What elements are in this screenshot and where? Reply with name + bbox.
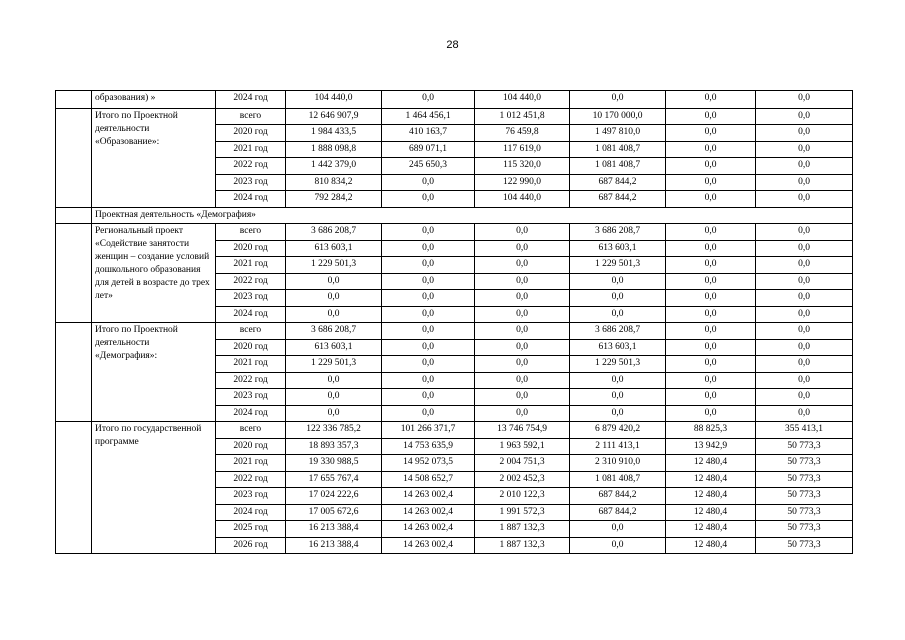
regional-cell: 2 004 751,3: [475, 455, 570, 472]
regional-cell: 117 619,0: [475, 141, 570, 158]
local-cell: 1 081 408,7: [570, 141, 666, 158]
extra-cell: 50 773,3: [756, 537, 853, 554]
local-cell: 613 603,1: [570, 339, 666, 356]
federal-cell: 0,0: [382, 257, 475, 274]
total-cell: 792 284,2: [286, 191, 382, 208]
extra-cell: 50 773,3: [756, 471, 853, 488]
local-cell: 0,0: [570, 273, 666, 290]
local-cell: 2 111 413,1: [570, 438, 666, 455]
row-group-label: образования) »: [92, 91, 216, 109]
extra-cell: 50 773,3: [756, 438, 853, 455]
local-cell: 2 310 910,0: [570, 455, 666, 472]
federal-cell: 14 263 002,4: [382, 521, 475, 538]
regional-cell: 104 440,0: [475, 191, 570, 208]
regional-cell: 104 440,0: [475, 91, 570, 109]
local-cell: 0,0: [570, 290, 666, 307]
extra-cell: 0,0: [756, 191, 853, 208]
period-cell: 2023 год: [216, 290, 286, 307]
extra-cell: 0,0: [756, 141, 853, 158]
total-cell: 1 229 501,3: [286, 257, 382, 274]
total-cell: 0,0: [286, 306, 382, 323]
period-cell: 2024 год: [216, 405, 286, 422]
other-cell: 0,0: [666, 273, 756, 290]
regional-cell: 2 010 122,3: [475, 488, 570, 505]
period-cell: всего: [216, 422, 286, 439]
extra-cell: 0,0: [756, 356, 853, 373]
regional-cell: 1 887 132,3: [475, 537, 570, 554]
total-cell: 0,0: [286, 372, 382, 389]
other-cell: 12 480,4: [666, 471, 756, 488]
local-cell: 6 879 420,2: [570, 422, 666, 439]
period-cell: всего: [216, 323, 286, 340]
extra-cell: 50 773,3: [756, 521, 853, 538]
regional-cell: 1 991 572,3: [475, 504, 570, 521]
section-title: Проектная деятельность «Демография»: [92, 207, 853, 224]
federal-cell: 410 163,7: [382, 125, 475, 142]
regional-cell: 1 963 592,1: [475, 438, 570, 455]
total-cell: 12 646 907,9: [286, 108, 382, 125]
table-row: [56, 224, 853, 241]
federal-cell: 0,0: [382, 323, 475, 340]
local-cell: 0,0: [570, 405, 666, 422]
federal-cell: 0,0: [382, 273, 475, 290]
local-cell: 1 229 501,3: [570, 356, 666, 373]
local-cell: 0,0: [570, 91, 666, 109]
period-cell: всего: [216, 108, 286, 125]
total-cell: 3 686 208,7: [286, 323, 382, 340]
period-cell: всего: [216, 224, 286, 241]
extra-cell: 0,0: [756, 389, 853, 406]
local-cell: 0,0: [570, 389, 666, 406]
total-cell: 19 330 988,5: [286, 455, 382, 472]
regional-cell: 1 887 132,3: [475, 521, 570, 538]
federal-cell: 245 650,3: [382, 158, 475, 175]
period-cell: 2021 год: [216, 141, 286, 158]
federal-cell: 14 263 002,4: [382, 488, 475, 505]
extra-cell: 0,0: [756, 224, 853, 241]
other-cell: 0,0: [666, 339, 756, 356]
other-cell: 0,0: [666, 356, 756, 373]
other-cell: 13 942,9: [666, 438, 756, 455]
regional-cell: 0,0: [475, 356, 570, 373]
index-cell: [56, 323, 92, 422]
regional-cell: 0,0: [475, 273, 570, 290]
period-cell: 2024 год: [216, 91, 286, 109]
local-cell: 613 603,1: [570, 240, 666, 257]
extra-cell: 0,0: [756, 339, 853, 356]
federal-cell: 0,0: [382, 372, 475, 389]
regional-cell: 0,0: [475, 405, 570, 422]
regional-cell: 0,0: [475, 224, 570, 241]
period-cell: 2020 год: [216, 125, 286, 142]
federal-cell: 14 263 002,4: [382, 504, 475, 521]
federal-cell: 0,0: [382, 240, 475, 257]
table-row: [56, 323, 853, 340]
total-cell: 18 893 357,3: [286, 438, 382, 455]
section-row: [56, 207, 853, 224]
other-cell: 0,0: [666, 405, 756, 422]
local-cell: 10 170 000,0: [570, 108, 666, 125]
period-cell: 2021 год: [216, 257, 286, 274]
period-cell: 2023 год: [216, 488, 286, 505]
total-cell: 3 686 208,7: [286, 224, 382, 241]
total-cell: 0,0: [286, 290, 382, 307]
extra-cell: 0,0: [756, 323, 853, 340]
other-cell: 12 480,4: [666, 521, 756, 538]
period-cell: 2022 год: [216, 273, 286, 290]
extra-cell: 0,0: [756, 158, 853, 175]
extra-cell: 355 413,1: [756, 422, 853, 439]
period-cell: 2026 год: [216, 537, 286, 554]
federal-cell: 14 263 002,4: [382, 537, 475, 554]
period-cell: 2022 год: [216, 372, 286, 389]
regional-cell: 2 002 452,3: [475, 471, 570, 488]
extra-cell: 0,0: [756, 273, 853, 290]
other-cell: 0,0: [666, 108, 756, 125]
period-cell: 2020 год: [216, 339, 286, 356]
regional-cell: 0,0: [475, 257, 570, 274]
federal-cell: 0,0: [382, 224, 475, 241]
period-cell: 2025 год: [216, 521, 286, 538]
table-row: [56, 91, 853, 109]
extra-cell: 50 773,3: [756, 488, 853, 505]
other-cell: 0,0: [666, 191, 756, 208]
total-cell: 613 603,1: [286, 339, 382, 356]
extra-cell: 0,0: [756, 108, 853, 125]
total-cell: 104 440,0: [286, 91, 382, 109]
total-cell: 16 213 388,4: [286, 537, 382, 554]
index-cell: [56, 108, 92, 207]
regional-cell: 0,0: [475, 290, 570, 307]
regional-cell: 122 990,0: [475, 174, 570, 191]
period-cell: 2021 год: [216, 356, 286, 373]
federal-cell: 14 508 652,7: [382, 471, 475, 488]
extra-cell: 0,0: [756, 405, 853, 422]
total-cell: 1 888 098,8: [286, 141, 382, 158]
other-cell: 0,0: [666, 91, 756, 109]
other-cell: 12 480,4: [666, 537, 756, 554]
total-cell: 0,0: [286, 405, 382, 422]
federal-cell: 0,0: [382, 389, 475, 406]
extra-cell: 0,0: [756, 240, 853, 257]
index-cell: [56, 224, 92, 323]
extra-cell: 0,0: [756, 306, 853, 323]
federal-cell: 0,0: [382, 290, 475, 307]
row-group-label: Итого по государственной программе: [92, 422, 216, 554]
regional-cell: 0,0: [475, 339, 570, 356]
period-cell: 2024 год: [216, 191, 286, 208]
other-cell: 12 480,4: [666, 504, 756, 521]
regional-cell: 115 320,0: [475, 158, 570, 175]
index-cell: [56, 207, 92, 224]
federal-cell: 0,0: [382, 191, 475, 208]
federal-cell: 0,0: [382, 91, 475, 109]
period-cell: 2021 год: [216, 455, 286, 472]
local-cell: 3 686 208,7: [570, 323, 666, 340]
other-cell: 0,0: [666, 224, 756, 241]
regional-cell: 0,0: [475, 323, 570, 340]
federal-cell: 14 952 073,5: [382, 455, 475, 472]
local-cell: 1 081 408,7: [570, 158, 666, 175]
table-row: [56, 108, 853, 125]
other-cell: 12 480,4: [666, 488, 756, 505]
extra-cell: 50 773,3: [756, 504, 853, 521]
total-cell: 810 834,2: [286, 174, 382, 191]
period-cell: 2020 год: [216, 438, 286, 455]
federal-cell: 689 071,1: [382, 141, 475, 158]
local-cell: 1 081 408,7: [570, 471, 666, 488]
extra-cell: 50 773,3: [756, 455, 853, 472]
total-cell: 613 603,1: [286, 240, 382, 257]
regional-cell: 1 012 451,8: [475, 108, 570, 125]
total-cell: 17 005 672,6: [286, 504, 382, 521]
federal-cell: 0,0: [382, 306, 475, 323]
other-cell: 12 480,4: [666, 455, 756, 472]
local-cell: 687 844,2: [570, 488, 666, 505]
row-group-label: Региональный проект «Содействие занятости женщин – создание условий дошкольного образования для детей в возрасте до трех лет»: [92, 224, 216, 323]
regional-cell: 0,0: [475, 389, 570, 406]
index-cell: [56, 422, 92, 554]
local-cell: 1 497 810,0: [570, 125, 666, 142]
extra-cell: 0,0: [756, 372, 853, 389]
other-cell: 0,0: [666, 125, 756, 142]
extra-cell: 0,0: [756, 174, 853, 191]
other-cell: 0,0: [666, 158, 756, 175]
period-cell: 2024 год: [216, 306, 286, 323]
other-cell: 0,0: [666, 141, 756, 158]
period-cell: 2020 год: [216, 240, 286, 257]
index-cell: [56, 91, 92, 109]
federal-cell: 0,0: [382, 405, 475, 422]
period-cell: 2022 год: [216, 471, 286, 488]
other-cell: 0,0: [666, 389, 756, 406]
total-cell: 0,0: [286, 273, 382, 290]
budget-table: [55, 90, 853, 554]
regional-cell: 0,0: [475, 372, 570, 389]
federal-cell: 0,0: [382, 356, 475, 373]
other-cell: 0,0: [666, 290, 756, 307]
extra-cell: 0,0: [756, 125, 853, 142]
other-cell: 0,0: [666, 306, 756, 323]
period-cell: 2022 год: [216, 158, 286, 175]
federal-cell: 0,0: [382, 339, 475, 356]
other-cell: 0,0: [666, 174, 756, 191]
other-cell: 0,0: [666, 240, 756, 257]
period-cell: 2023 год: [216, 174, 286, 191]
local-cell: 0,0: [570, 372, 666, 389]
local-cell: 687 844,2: [570, 504, 666, 521]
period-cell: 2023 год: [216, 389, 286, 406]
local-cell: 1 229 501,3: [570, 257, 666, 274]
regional-cell: 0,0: [475, 306, 570, 323]
regional-cell: 0,0: [475, 240, 570, 257]
federal-cell: 1 464 456,1: [382, 108, 475, 125]
local-cell: 0,0: [570, 521, 666, 538]
local-cell: 3 686 208,7: [570, 224, 666, 241]
total-cell: 17 024 222,6: [286, 488, 382, 505]
table-row: [56, 422, 853, 439]
local-cell: 0,0: [570, 537, 666, 554]
total-cell: 1 442 379,0: [286, 158, 382, 175]
extra-cell: 0,0: [756, 290, 853, 307]
page-number: 28: [446, 39, 459, 51]
local-cell: 0,0: [570, 306, 666, 323]
row-group-label: Итого по Проектной деятельности «Демография»:: [92, 323, 216, 422]
local-cell: 687 844,2: [570, 191, 666, 208]
total-cell: 1 229 501,3: [286, 356, 382, 373]
other-cell: 0,0: [666, 372, 756, 389]
period-cell: 2024 год: [216, 504, 286, 521]
other-cell: 0,0: [666, 323, 756, 340]
extra-cell: 0,0: [756, 91, 853, 109]
local-cell: 687 844,2: [570, 174, 666, 191]
federal-cell: 101 266 371,7: [382, 422, 475, 439]
extra-cell: 0,0: [756, 257, 853, 274]
total-cell: 0,0: [286, 389, 382, 406]
other-cell: 88 825,3: [666, 422, 756, 439]
federal-cell: 0,0: [382, 174, 475, 191]
other-cell: 0,0: [666, 257, 756, 274]
total-cell: 17 655 767,4: [286, 471, 382, 488]
total-cell: 1 984 433,5: [286, 125, 382, 142]
federal-cell: 14 753 635,9: [382, 438, 475, 455]
regional-cell: 13 746 754,9: [475, 422, 570, 439]
total-cell: 16 213 388,4: [286, 521, 382, 538]
total-cell: 122 336 785,2: [286, 422, 382, 439]
row-group-label: Итого по Проектной деятельности «Образование»:: [92, 108, 216, 207]
regional-cell: 76 459,8: [475, 125, 570, 142]
